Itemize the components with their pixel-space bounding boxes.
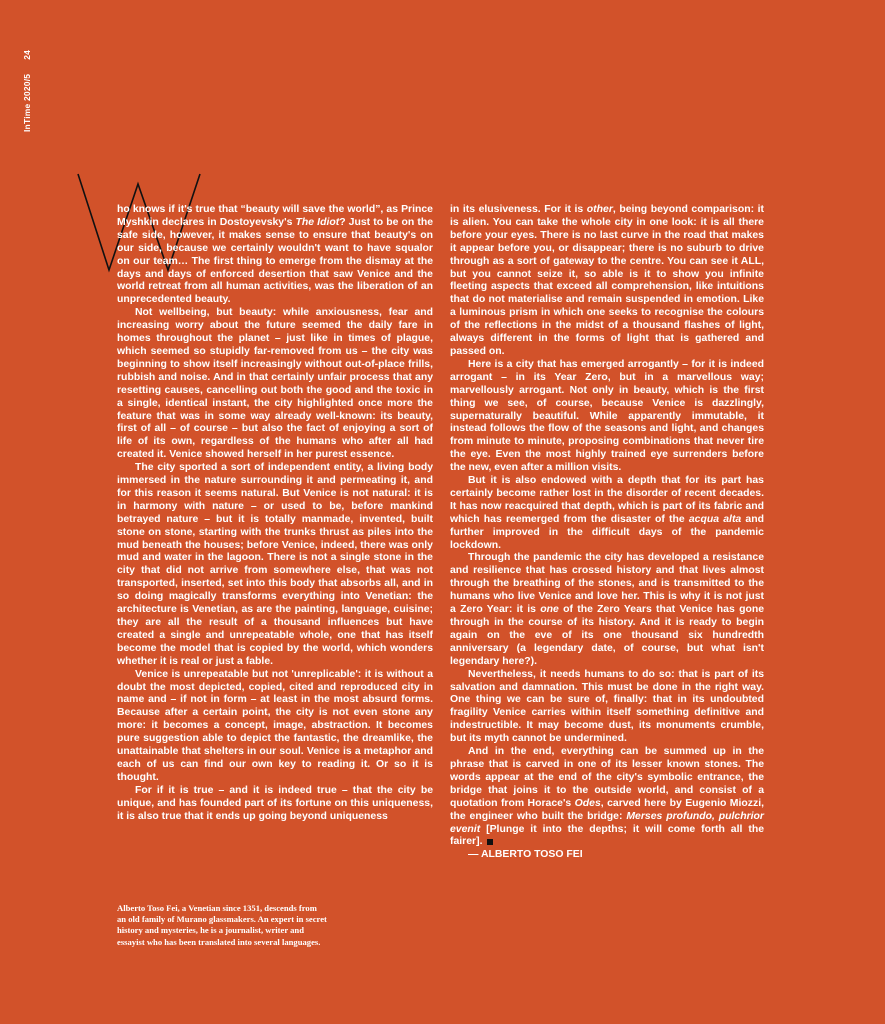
paragraph: The city sported a sort of independent entity, a living body immersed in the nature surrounding it and permeating it, and for this reason it seems natural. But Venice is not natural: it is in harmony with nature – or used to be, before mankind betrayed nature – but it is totally manmade, invented, built stone on stone, starting with the trunks thrust as piles into the mud beneath the houses; before Venice, indeed, there was only mud and water in the lagoon. There is not a single stone in the city that did not arrive from somewhere else, that was not transported, inserted, set into this body that absorbs all, and in so doing magically transforms everything into Venetian: the architecture is Venetian, as are the painting, language, cuisine; they are all the result of a thousand influences but have created a single and unrepeatable whole, one that has itself become the model that is copied by the world, which wonders whether it is real or just a fable.: [117, 462, 433, 667]
paragraph: Through the pandemic the city has developed a resistance and resilience that has crossed history and that lives almost through the breathing of the stones, and is transmitted to the humans who live Venice and love her. This is why it is not just a Zero Year: it is one of the Zero Years that Venice has gone through in the course of its history. And it is ready to begin again on the eve of its one thousand six hundredth anniversary (a legendary date, of course, but what isn't legendary here?).: [450, 552, 764, 667]
paragraph: For if it is true – and it is indeed true – that the city be unique, and has founded part of its fortune on this uniqueness, it is also true that it ends up going beyond uniqueness: [117, 784, 433, 822]
end-mark-icon: [487, 839, 493, 845]
author-bio: Alberto Toso Fei, a Venetian since 1351, descends from an old family of Murano glassmakers. An expert in secret history and mysteries, he is a journalist, writer and essayist who has been translated into several languages.: [117, 903, 327, 947]
paragraph: Not wellbeing, but beauty: while anxiousness, fear and increasing worry about the future seemed the daily fare in homes throughout the planet – just like in times of plague, which seemed so stupidly far-removed from us – the city was beginning to show itself increasingly without out-of-place frills, rubbish and noise. And in that certainly unfair process that any resetting causes, cancelling out both the good and the toxic in a single, identical instant, the city highlighted once more the feature that was in some way already well-known: its beauty, first of all – of course – but also the fact of enjoying a sort of life of its own, regardless of the humans who after all had created it. Venice showed herself in her purest essence.: [117, 307, 433, 461]
paragraph: And in the end, everything can be summed up in the phrase that is carved in one of its lesser known stones. The words appear at the end of the city's symbolic entrance, the bridge that joins it to the outside world, and consist of a quotation from Horace's Odes, carved here by Eugenio Miozzi, the engineer who built the bridge: Merses profundo, pulchrior evenit [Plunge it into the depths; it will come forth all the fairer].: [450, 746, 764, 848]
article-column-right: [450, 204, 764, 862]
paragraph: Here is a city that has emerged arrogantly – for it is indeed arrogant – in its Year Zero, but in a marvellous way; marvellously arrogant. Not only in beauty, which is the first thing we see, of course, because Venice is dazzlingly, supernaturally beautiful. While apparently immutable, it instead follows the flow of the seasons and light, and changes from minute to minute, proposing combinations that never tire the eye. Even the most highly trained eye surrenders before the new, even after a million visits.: [450, 358, 764, 474]
paragraph: Venice is unrepeatable but not 'unreplicable': it is without a doubt the most depicted, copied, cited and reproduced city in name and – if not in form – at least in the most absurd forms. Because after a certain point, the city is not even stone any more: it becomes a concept, image, abstraction. It becomes pure suggestion able to depict the fantastic, the dreamlike, the unattainable that shelters in our soul. Venice is a metaphor and each of us can find our own key to reading it. Or so it is thought.: [117, 668, 433, 783]
magazine-issue: InTime 2020/5: [22, 73, 32, 132]
byline: — ALBERTO TOSO FEI: [468, 849, 583, 861]
page-number: 24: [22, 49, 32, 60]
paragraph: Nevertheless, it needs humans to do so: that is part of its salvation and damnation. This must be done in the right way. One thing we can be sure of, finally: that in its undoubted fragility Venice carries within itself something definitive and indestructible. It may become dust, its monuments crumble, but its myth cannot be undermined.: [450, 668, 764, 745]
book-title: The Idiot: [295, 216, 340, 228]
paragraph: in its elusiveness. For it is other, being beyond comparison: it is alien. You can take the whole city in one look: it is all there before your eyes. There is no last curve in the road that makes it appear before you, or disappear; there is no suburb to drive through as a sort of gateway to the centre. You can see it ALL, but you cannot seize it, so able is it to show you infinite fleeting aspects that exceed all comprehension, like intuitions that do not materialise and remain suspended in emotion. Like a luminous prism in which one seeks to recognise the colours of the reflections in the midst of a thousand flashes of light, always different in the forms of light that is gathered and passed on.: [450, 204, 764, 357]
paragraph: ho knows if it's true that “beauty will save the world”, as Prince Myshkin declares in Dostoyevsky's The Idiot? Just to be on the safe side, however, it makes sense to ensure that beauty's on our side, because we certainly wouldn't want to have squalor on our team… The first thing to emerge from the dismay at the days and days of enforced desertion that saw Venice and the world retreat from all human activities, was the liberation of an unprecedented beauty.: [117, 204, 434, 306]
paragraph: But it is also endowed with a depth that for its part has certainly become rather lost in the disorder of recent decades. It has now reacquired that depth, which is part of its fabric and which has reemerged from the disaster of the acqua alta and further improved in the difficult days of the pandemic lockdown.: [450, 475, 764, 551]
folio-text: [22, 36, 32, 132]
article-column-left: [117, 204, 433, 824]
